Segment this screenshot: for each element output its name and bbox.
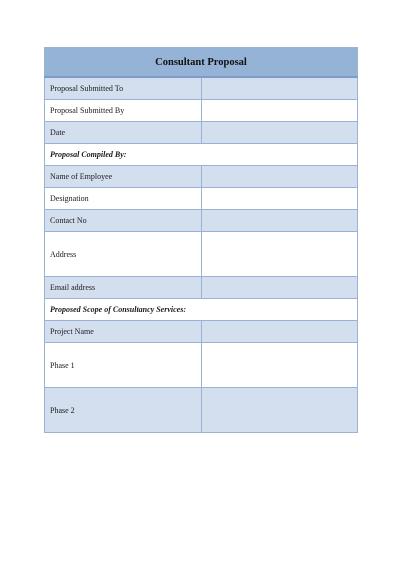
table-row: [45, 388, 358, 433]
proposal-submitted-by-field[interactable]: [202, 100, 358, 122]
contact-no-field[interactable]: [202, 210, 358, 232]
email-address-label: Email address: [45, 277, 202, 299]
contact-no-label: Contact No: [45, 210, 202, 232]
name-of-employee-label: Name of Employee: [45, 166, 202, 188]
section-heading-scope: Proposed Scope of Consultancy Services:: [45, 299, 358, 321]
address-label: Address: [45, 232, 202, 277]
table-row: [45, 343, 358, 388]
designation-field[interactable]: [202, 188, 358, 210]
project-name-field[interactable]: [202, 321, 358, 343]
phase-2-field[interactable]: [202, 388, 358, 433]
phase-1-field[interactable]: [202, 343, 358, 388]
table-row: [45, 232, 358, 277]
email-address-field[interactable]: [202, 277, 358, 299]
table-row: [45, 277, 358, 299]
table-row: [45, 188, 358, 210]
proposal-submitted-to-label: Proposal Submitted To: [45, 77, 202, 100]
form-title: Consultant Proposal: [45, 48, 358, 78]
phase-2-label: Phase 2: [45, 388, 202, 433]
consultant-proposal-form: [44, 47, 358, 433]
table-row: [45, 210, 358, 232]
section-heading-compiled-by: Proposal Compiled By:: [45, 144, 358, 166]
address-field[interactable]: [202, 232, 358, 277]
table-row: [45, 321, 358, 343]
project-name-label: Project Name: [45, 321, 202, 343]
table-row: [45, 166, 358, 188]
table-row: [45, 77, 358, 100]
form-title-row: [45, 48, 358, 78]
section-row: [45, 299, 358, 321]
date-label: Date: [45, 122, 202, 144]
table-row: [45, 122, 358, 144]
phase-1-label: Phase 1: [45, 343, 202, 388]
proposal-submitted-by-label: Proposal Submitted By: [45, 100, 202, 122]
date-field[interactable]: [202, 122, 358, 144]
designation-label: Designation: [45, 188, 202, 210]
table-row: [45, 100, 358, 122]
proposal-submitted-to-field[interactable]: [202, 77, 358, 100]
name-of-employee-field[interactable]: [202, 166, 358, 188]
section-row: [45, 144, 358, 166]
